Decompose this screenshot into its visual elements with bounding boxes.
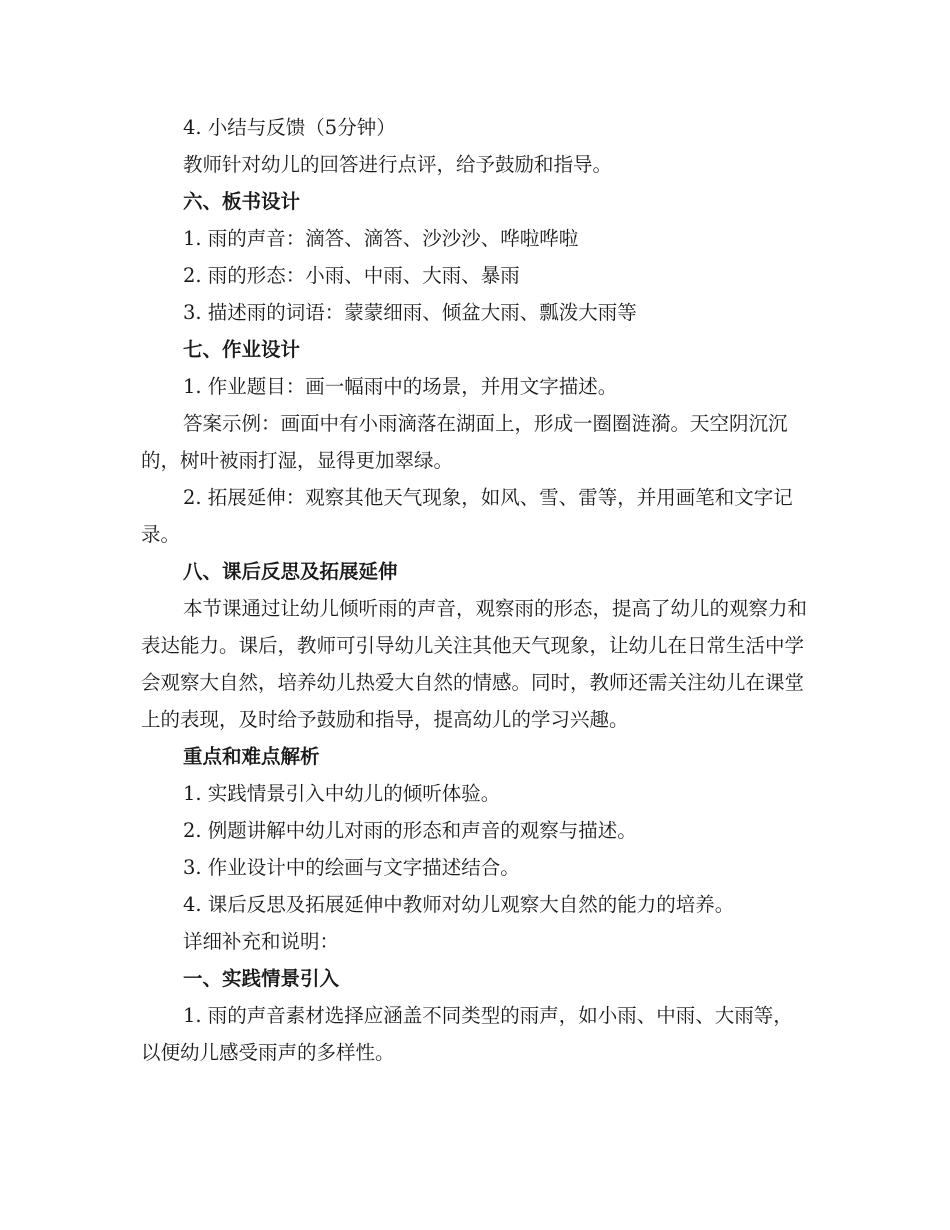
list-item: 1. 作业题目：画一幅雨中的场景，并用文字描述。 xyxy=(183,375,618,398)
list-item: 4. 课后反思及拓展延伸中教师对幼儿观察大自然的能力的培养。 xyxy=(183,893,735,916)
list-item: 3. 描述雨的词语：蒙蒙细雨、倾盆大雨、瓢泼大雨等 xyxy=(183,301,637,324)
list-item: 2. 例题讲解中幼儿对雨的形态和声音的观察与描述。 xyxy=(183,819,637,842)
document-body xyxy=(141,109,809,1071)
list-item: 1. 雨的声音素材选择应涵盖不同类型的雨声，如小雨、中雨、大雨等，以便幼儿感受雨声的多样性。 xyxy=(141,1004,793,1064)
section-heading: 六、板书设计 xyxy=(183,190,301,213)
list-item: 1. 实践情景引入中幼儿的倾听体验。 xyxy=(183,782,501,805)
paragraph: 教师针对幼儿的回答进行点评，给予鼓励和指导。 xyxy=(183,153,613,176)
section-heading: 一、实践情景引入 xyxy=(183,967,340,990)
list-item: 2. 雨的形态：小雨、中雨、大雨、暴雨 xyxy=(183,264,520,287)
section-heading: 七、作业设计 xyxy=(183,338,301,361)
list-item: 2. 拓展延伸：观察其他天气现象，如风、雪、雷等，并用画笔和文字记录。 xyxy=(141,486,793,546)
list-item: 1. 雨的声音：滴答、滴答、沙沙沙、哗啦哗啦 xyxy=(183,227,579,250)
paragraph: 详细补充和说明： xyxy=(183,930,340,953)
section-heading: 八、课后反思及拓展延伸 xyxy=(183,560,398,583)
list-item: 4. 小结与反馈（5分钟） xyxy=(183,116,396,139)
paragraph: 本节课通过让幼儿倾听雨的声音，观察雨的形态，提高了幼儿的观察力和表达能力。课后，教师可引导幼儿关注其他天气现象，让幼儿在日常生活中学会观察大自然，培养幼儿热爱大自然的情感。同时，教师还需关注幼儿在课堂上的表现，及时给予鼓励和指导，提高幼儿的学习兴趣。 xyxy=(141,597,808,731)
paragraph: 答案示例：画面中有小雨滴落在湖面上，形成一圈圈涟漪。天空阴沉沉的，树叶被雨打湿，显得更加翠绿。 xyxy=(141,412,788,472)
list-item: 3. 作业设计中的绘画与文字描述结合。 xyxy=(183,856,520,879)
section-heading: 重点和难点解析 xyxy=(183,745,320,768)
